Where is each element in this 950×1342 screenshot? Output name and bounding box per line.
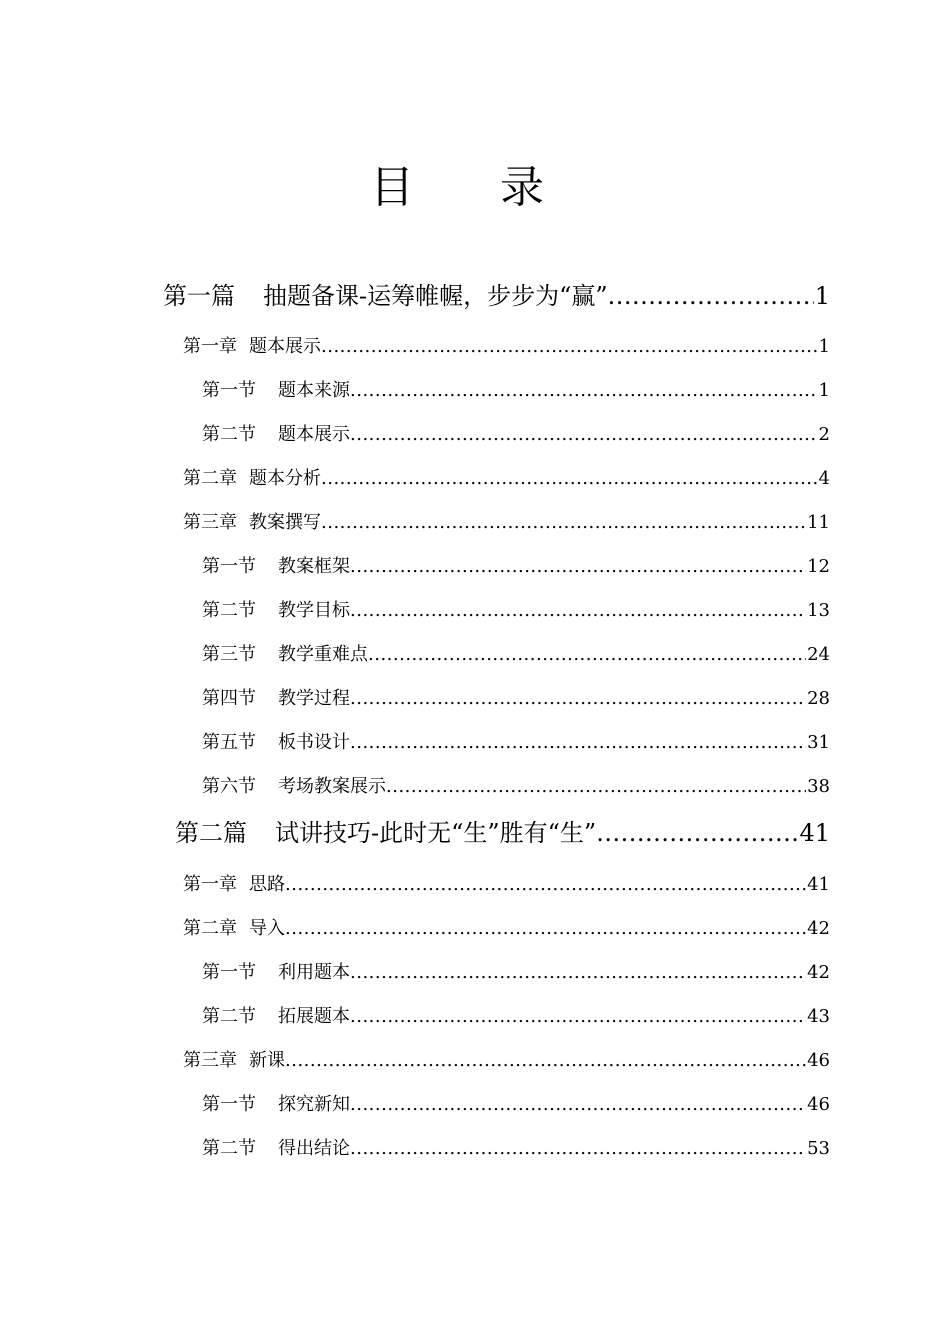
toc-entry-prefix: 第二章 bbox=[183, 918, 237, 939]
toc-entry-label bbox=[183, 914, 285, 940]
toc-page-number: 1 bbox=[818, 336, 830, 357]
toc-entry-text: 考场教案展示 bbox=[278, 776, 386, 797]
toc-entry-label bbox=[183, 508, 321, 534]
toc-entry-label bbox=[202, 596, 350, 622]
toc-entry[interactable] bbox=[202, 1002, 830, 1028]
toc-entry-prefix: 第一篇 bbox=[163, 282, 235, 310]
toc-entry[interactable] bbox=[202, 684, 830, 710]
toc-entry[interactable] bbox=[183, 508, 830, 534]
toc-entry-prefix: 第二节 bbox=[202, 600, 256, 621]
toc-entry-text: 教学重难点 bbox=[278, 644, 368, 665]
dot-leader bbox=[350, 1006, 806, 1027]
toc-entry-label bbox=[202, 420, 350, 446]
toc-entry-label bbox=[202, 772, 386, 798]
toc-entry[interactable] bbox=[183, 1046, 830, 1072]
toc-title: 目 录 bbox=[370, 162, 580, 213]
toc-entry-text: 教学过程 bbox=[278, 688, 350, 709]
toc-entry-text: 教学目标 bbox=[278, 600, 350, 621]
toc-entry[interactable] bbox=[183, 332, 830, 358]
toc-entry-label bbox=[175, 813, 596, 848]
dot-leader bbox=[368, 644, 806, 665]
toc-entry-text: 新课 bbox=[249, 1050, 285, 1071]
dot-leader bbox=[321, 468, 818, 489]
toc-entry-prefix: 第二节 bbox=[202, 1006, 256, 1027]
toc-entry-label bbox=[202, 1090, 350, 1116]
toc-entry-label bbox=[202, 728, 350, 754]
dot-leader bbox=[321, 512, 806, 533]
toc-entry-label bbox=[183, 332, 321, 358]
toc-entry-prefix: 第四节 bbox=[202, 688, 256, 709]
dot-leader bbox=[350, 732, 806, 753]
dot-leader bbox=[350, 688, 806, 709]
toc-entry-label bbox=[183, 870, 285, 896]
toc-entry-text: 拓展题本 bbox=[278, 1006, 350, 1027]
toc-entry-text: 导入 bbox=[249, 918, 285, 939]
toc-entry-text: 试讲技巧-此时无“生”胜有“生” bbox=[275, 819, 597, 847]
dot-leader bbox=[350, 380, 818, 401]
toc-page-number: 53 bbox=[807, 1138, 830, 1159]
toc-entry-text: 教案框架 bbox=[278, 556, 350, 577]
toc-page-number: 24 bbox=[807, 644, 830, 665]
dot-leader bbox=[608, 282, 814, 310]
toc-entry[interactable] bbox=[202, 552, 830, 578]
toc-entry[interactable] bbox=[183, 464, 830, 490]
toc-entry-label bbox=[183, 464, 321, 490]
toc-entry-prefix: 第三章 bbox=[183, 1050, 237, 1071]
toc-page-number: 1 bbox=[818, 380, 830, 401]
toc-entry[interactable] bbox=[175, 813, 830, 848]
toc-page-number: 11 bbox=[807, 512, 830, 533]
toc-entry-label bbox=[202, 1134, 350, 1160]
toc-entry[interactable] bbox=[202, 640, 830, 666]
toc-page-number: 42 bbox=[807, 962, 830, 983]
dot-leader bbox=[350, 962, 806, 983]
toc-entry-text: 思路 bbox=[249, 874, 285, 895]
toc-entry-prefix: 第六节 bbox=[202, 776, 256, 797]
toc-entry-label bbox=[183, 1046, 285, 1072]
toc-entry[interactable] bbox=[202, 376, 830, 402]
dot-leader bbox=[285, 1050, 806, 1071]
toc-entry-prefix: 第二篇 bbox=[175, 819, 247, 847]
dot-leader bbox=[285, 874, 806, 895]
dot-leader bbox=[350, 600, 806, 621]
toc-page-number: 28 bbox=[807, 688, 830, 709]
toc-entry-prefix: 第二节 bbox=[202, 424, 256, 445]
toc-page-number: 31 bbox=[807, 732, 830, 753]
toc-page-number: 12 bbox=[807, 556, 830, 577]
toc-entry-label bbox=[202, 958, 350, 984]
dot-leader bbox=[386, 776, 806, 797]
toc-entry-label bbox=[202, 684, 350, 710]
toc-page-number: 2 bbox=[818, 424, 830, 445]
dot-leader bbox=[350, 556, 806, 577]
toc-entry-prefix: 第一节 bbox=[202, 556, 256, 577]
toc-entry-prefix: 第一节 bbox=[202, 962, 256, 983]
toc-entry[interactable] bbox=[202, 596, 830, 622]
dot-leader bbox=[321, 336, 818, 357]
toc-entry-prefix: 第二节 bbox=[202, 1138, 256, 1159]
toc-entry[interactable] bbox=[183, 870, 830, 896]
toc-entry-prefix: 第一章 bbox=[183, 874, 237, 895]
toc-entry-label bbox=[163, 276, 608, 311]
toc-entry-label bbox=[202, 640, 368, 666]
toc-entry[interactable] bbox=[202, 420, 830, 446]
toc-entry-prefix: 第一节 bbox=[202, 1094, 256, 1115]
toc-page-number: 46 bbox=[807, 1094, 830, 1115]
toc-entry-text: 题本展示 bbox=[278, 424, 350, 445]
toc-entry-prefix: 第三节 bbox=[202, 644, 256, 665]
toc-entry[interactable] bbox=[202, 728, 830, 754]
dot-leader bbox=[350, 1138, 806, 1159]
toc-entry-text: 板书设计 bbox=[278, 732, 350, 753]
toc-entry[interactable] bbox=[202, 958, 830, 984]
toc-entry-label bbox=[202, 376, 350, 402]
toc-entry-text: 题本来源 bbox=[278, 380, 350, 401]
toc-entry[interactable] bbox=[202, 1134, 830, 1160]
toc-page-number: 38 bbox=[807, 776, 830, 797]
toc-entry-text: 探究新知 bbox=[278, 1094, 350, 1115]
toc-entry-text: 题本分析 bbox=[249, 468, 321, 489]
toc-page-number: 41 bbox=[799, 819, 830, 847]
toc-entry-text: 抽题备课-运筹帷幄，步步为“赢” bbox=[263, 282, 608, 310]
toc-entry-prefix: 第一章 bbox=[183, 336, 237, 357]
toc-entry[interactable] bbox=[202, 1090, 830, 1116]
toc-page-number: 13 bbox=[807, 600, 830, 621]
toc-page-number: 41 bbox=[807, 874, 830, 895]
toc-entry-prefix: 第二章 bbox=[183, 468, 237, 489]
dot-leader bbox=[350, 1094, 806, 1115]
toc-page-number: 4 bbox=[818, 468, 830, 489]
toc-page-number: 46 bbox=[807, 1050, 830, 1071]
dot-leader bbox=[285, 918, 806, 939]
dot-leader bbox=[350, 424, 818, 445]
toc-entry-text: 利用题本 bbox=[278, 962, 350, 983]
toc-entry-text: 得出结论 bbox=[278, 1138, 350, 1159]
toc-entry-label bbox=[202, 1002, 350, 1028]
toc-page-number: 1 bbox=[814, 282, 830, 310]
toc-entry[interactable] bbox=[183, 914, 830, 940]
toc-entry-text: 教案撰写 bbox=[249, 512, 321, 533]
toc-entry-text: 题本展示 bbox=[249, 336, 321, 357]
toc-entry[interactable] bbox=[202, 772, 830, 798]
toc-entry[interactable] bbox=[163, 276, 830, 311]
toc-entry-prefix: 第五节 bbox=[202, 732, 256, 753]
toc-page-number: 42 bbox=[807, 918, 830, 939]
toc-page-number: 43 bbox=[807, 1006, 830, 1027]
toc-entry-prefix: 第一节 bbox=[202, 380, 256, 401]
toc-entry-label bbox=[202, 552, 350, 578]
dot-leader bbox=[596, 819, 798, 847]
toc-entry-prefix: 第三章 bbox=[183, 512, 237, 533]
